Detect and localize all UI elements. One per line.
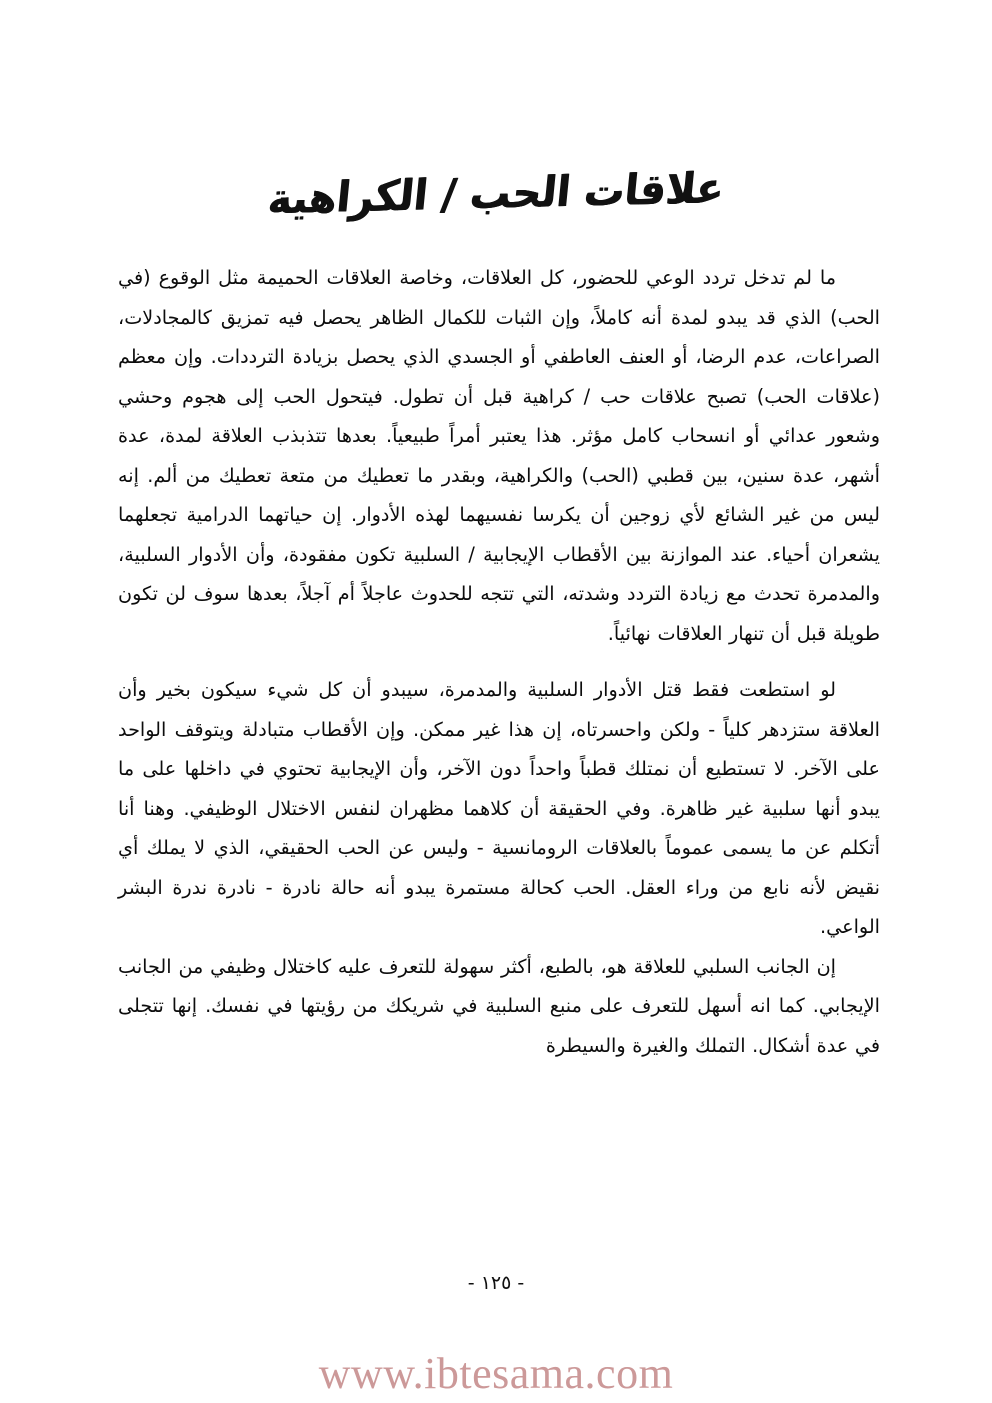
site-watermark: www.ibtesama.com bbox=[318, 1349, 674, 1398]
paragraph-1: ما لم تدخل تردد الوعي للحضور، كل العلاقات، وخاصة العلاقات الحميمة مثل الوقوع (في الحب) الذي قد يبدو لمدة أنه كاملاً، وإن الثبات للكمال الظاهر يحصل فيه تمزيق كالمجادلات، الصراعات، عدم الرضا، أو العنف العاطفي أو الجسدي الذي يحصل بزيادة الترددات. وإن معظم (علاقات الحب) تصبح علاقات حب / كراهية قبل أن تطول. فيتحول الحب إلى هجوم وحشي وشعور عدائي أو انسحاب كامل مؤثر. هذا يعتبر أمراً طبيعياً. بعدها تتذبذب العلاقة لمدة، عدة أشهر، عدة سنين، بين قطبي (الحب) والكراهية، وبقدر ما تعطيك من متعة تعطيك من ألم. إنه ليس من غير الشائع لأي زوجين أن يكرسا نفسيهما لهذه الأدوار. إن حياتهما الدرامية تجعلهما يشعران أحياء. عند الموازنة بين الأقطاب الإيجابية / السلبية تكون مفقودة، وأن الأدوار السلبية، والمدمرة تحدث مع زيادة التردد وشدته، التي تتجه للحدوث عاجلاً أم آجلاً، بعدها سوف لن تكون طويلة قبل أن تنهار العلاقات نهائياً. bbox=[118, 266, 880, 645]
body-text-column bbox=[118, 258, 880, 1065]
page-number: - ١٢٥ - bbox=[467, 1272, 525, 1294]
chapter-heading bbox=[0, 164, 992, 224]
paragraph-2: لو استطعت فقط قتل الأدوار السلبية والمدمرة، سيبدو أن كل شيء سيكون بخير وأن العلاقة ستزدهر كلياً - ولكن واحسرتاه، إن هذا غير ممكن. وإن الأقطاب متبادلة ويتوقف الواحد على الآخر. لا تستطيع أن نمتلك قطباً واحداً دون الآخر، وأن الإيجابية تحتوي في داخلها على ما يبدو أنها سلبية غير ظاهرة. وفي الحقيقة أن كلاهما مظهران لنفس الاختلال الوظيفي. وهنا أنا أتكلم عن ما يسمى عموماً بالعلاقات الرومانسية - وليس عن الحب الحقيقي، الذي لا يملك أي نقيض لأنه نابع من وراء العقل. الحب كحالة مستمرة يبدو أنه حالة نادرة - نادرة ندرة البشر الواعي. bbox=[118, 678, 880, 938]
chapter-heading-text: علاقات الحب / الكراهية bbox=[265, 164, 727, 224]
paragraph-3: إن الجانب السلبي للعلاقة هو، بالطبع، أكثر سهولة للتعرف عليه كاختلال وظيفي من الجانب الإيجابي. كما انه أسهل للتعرف على منبع السلبية في شريكك من رؤيتها في نفسك. إنها تتجلى في عدة أشكال. التملك والغيرة والسيطرة bbox=[118, 954, 880, 1057]
